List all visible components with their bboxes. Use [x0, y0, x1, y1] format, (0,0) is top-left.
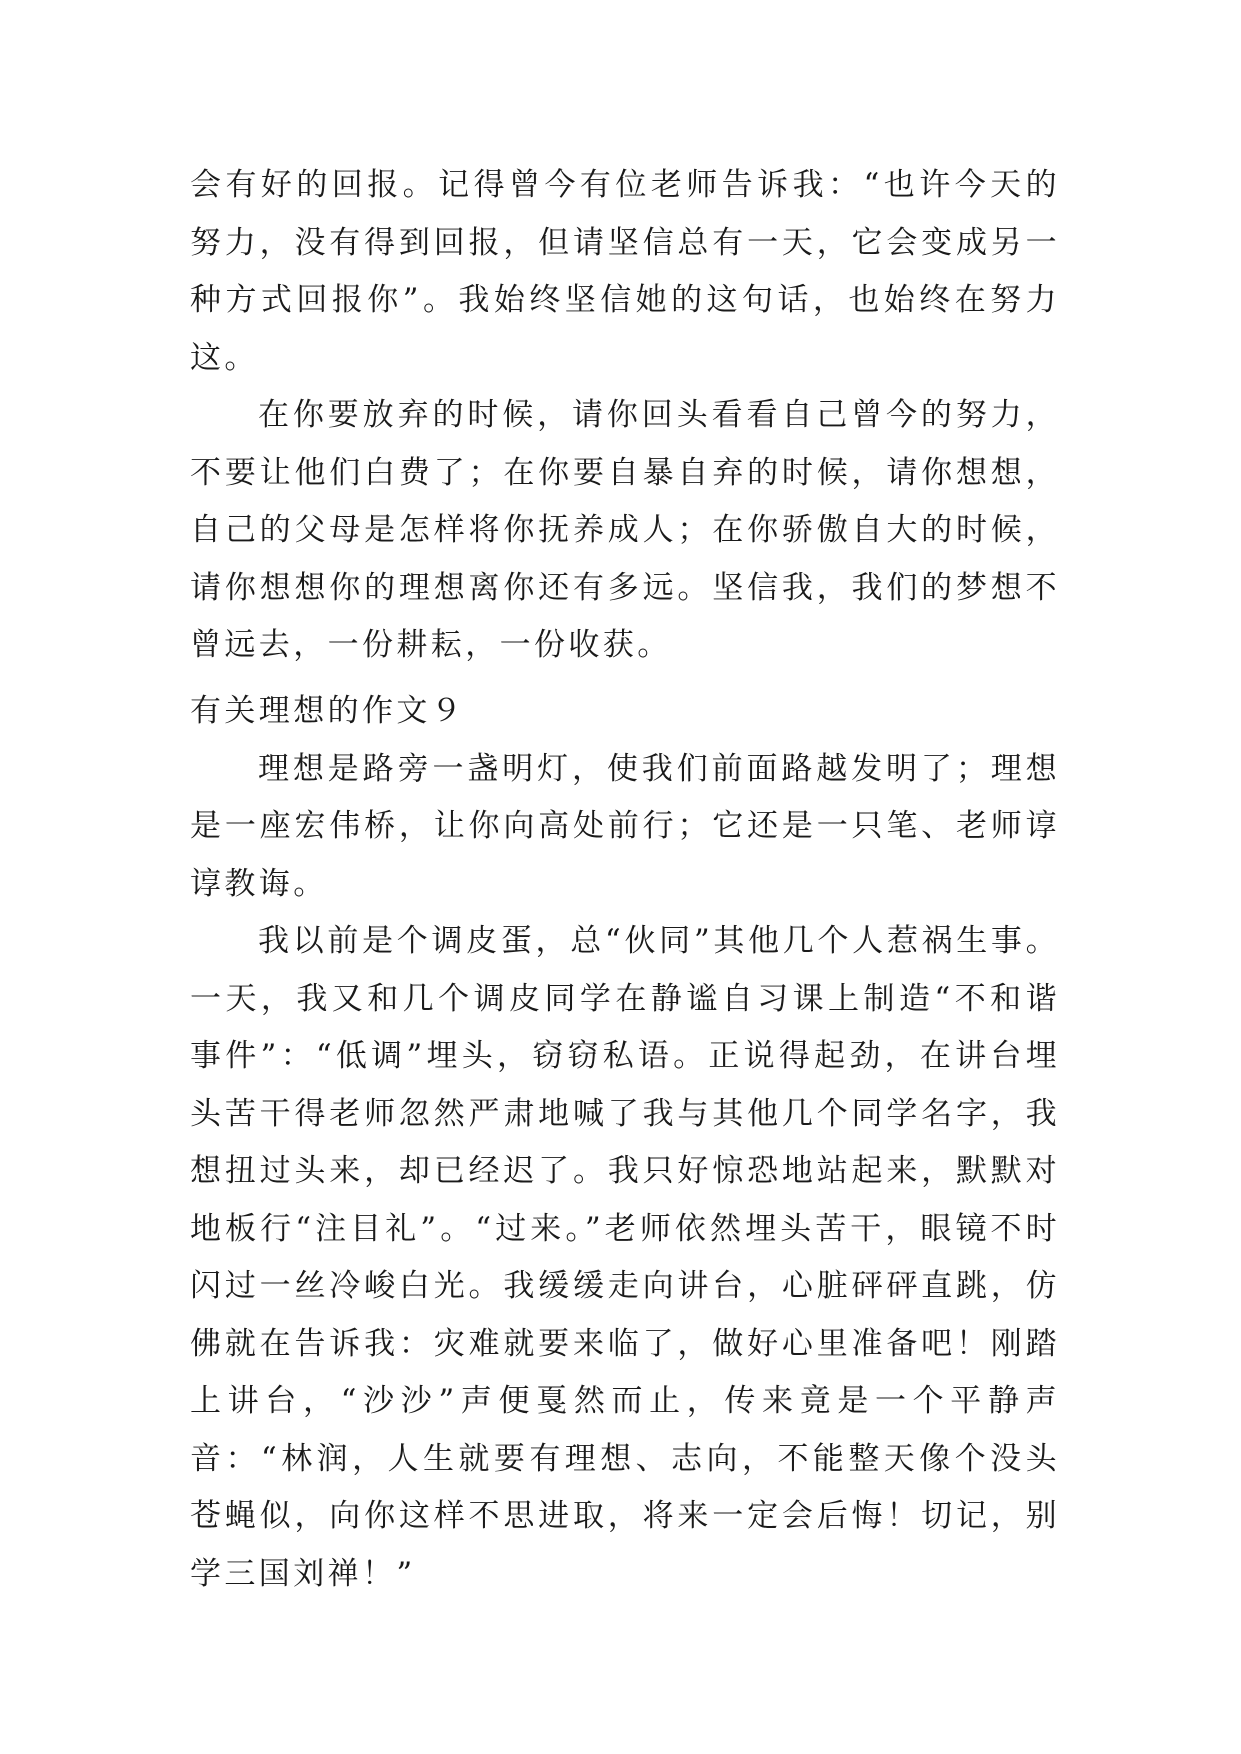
paragraph: 我以前是个调皮蛋，总“伙同”其他几个人惹祸生事。一天，我又和几个调皮同学在静谧自习课上制造“不和谐事件”：“低调”埋头，窃窃私语。正说得起劲，在讲台埋头苦干得老师忽然严肃地喊了我与其他几个同学名字，我想扭过头来，却已经迟了。我只好惊恐地站起来，默默对地板行“注目礼”。“过来。”老师依然埋头苦干，眼镜不时闪过一丝冷峻白光。我缓缓走向讲台，心脏砰砰直跳，仿佛就在告诉我：灾难就要来临了，做好心里准备吧！刚踏上讲台，“沙沙”声便戛然而止，传来竟是一个平静声音：“林润，人生就要有理想、志向，不能整天像个没头苍蝇似，向你这样不思进取，将来一定会后悔！切记，别学三国刘禅！”: [190, 923, 1060, 1592]
paragraph: 理想是路旁一盏明灯，使我们前面路越发明了；理想是一座宏伟桥，让你向高处前行；它还是一只笔、老师谆谆教诲。: [190, 750, 1060, 902]
paragraph: 会有好的回报。记得曾今有位老师告诉我：“也许今天的努力，没有得到回报，但请坚信总有一天，它会变成另一种方式回报你”。我始终坚信她的这句话，也始终在努力这。: [190, 167, 1060, 376]
paragraph: 在你要放弃的时候，请你回头看看自己曾今的努力，不要让他们白费了；在你要自暴自弃的时候，请你想想，自己的父母是怎样将你抚养成人；在你骄傲自大的时候，请你想想你的理想离你还有多远。坚信我，我们的梦想不曾远去，一份耕耘，一份收获。: [190, 397, 1060, 663]
essay-section: [190, 683, 1060, 1603]
essay-heading: 有关理想的作文９: [190, 693, 466, 729]
top-text-block: [190, 157, 1060, 675]
